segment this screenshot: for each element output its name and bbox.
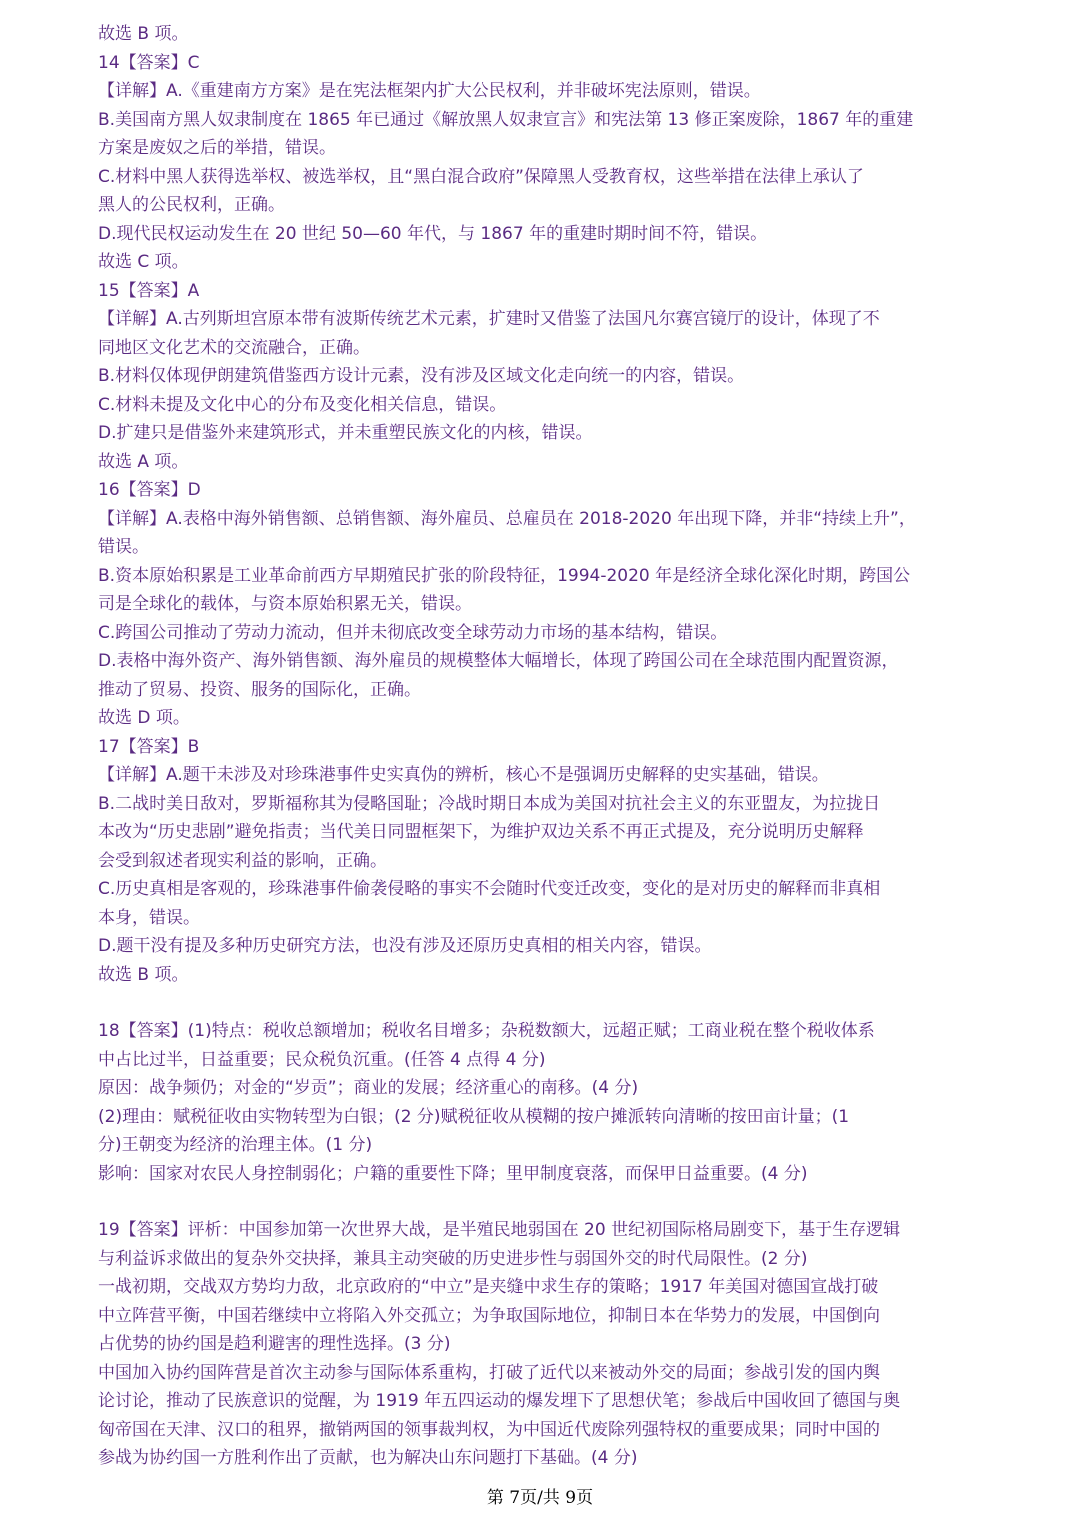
text-line: 14【答案】C [98, 52, 200, 73]
text-line: 18【答案】(1)特点：税收总额增加；税收名目增多；杂税数额大，远超正赋；工商业税在整个税收体系 [98, 1021, 875, 1041]
text-line: 推动了贸易、投资、服务的国际化，正确。 [98, 679, 421, 700]
text-line: 故选 C 项。 [98, 252, 189, 272]
text-line: C.材料中黑人获得选举权、被选举权，且“黑白混合政府”保障黑人受教育权，这些举措在法律上承认了 [98, 166, 864, 187]
text-line: 会受到叙述者现实利益的影响，正确。 [98, 850, 387, 871]
text-line: 司是全球化的载体，与资本原始积累无关，错误。 [98, 594, 472, 614]
text-line: B.美国南方黑人奴隶制度在 1865 年已通过《解放黑人奴隶宣言》和宪法第 13 修正案废除，1867 年的重建 [98, 109, 914, 130]
text-line: 中占比过半，日益重要；民众税负沉重。(任答 4 点得 4 分) [98, 1049, 546, 1070]
text-line: 17【答案】B [98, 736, 200, 757]
text-line: 与利益诉求做出的复杂外交抉择，兼具主动突破的历史进步性与弱国外交的时代局限性。(2 分) [98, 1248, 808, 1269]
text-line: 原因：战争频仍；对金的“岁贡”；商业的发展；经济重心的南移。(4 分) [98, 1078, 639, 1098]
text-line: 方案是废奴之后的举措，错误。 [98, 138, 336, 158]
text-line: 【详解】A.古列斯坦宫原本带有波斯传统艺术元素，扩建时又借鉴了法国凡尔赛宫镜厅的设计，体现了不 [98, 309, 880, 329]
text-line: 本改为“历史悲剧”避免指责；当代美日同盟框架下，为维护双边关系不再正式提及，充分说明历史解释 [98, 822, 864, 842]
text-line: 19【答案】评析：中国参加第一次世界大战，是半殖民地弱国在 20 世纪初国际格局剧变下，基于生存逻辑 [98, 1220, 901, 1240]
answer-content [98, 20, 988, 1473]
text-line: B.资本原始积累是工业革命前西方早期殖民扩张的阶段特征，1994-2020 年是经济全球化深化时期，跨国公 [98, 565, 911, 586]
text-line: 故选 D 项。 [98, 708, 190, 728]
text-line: 黑人的公民权利，正确。 [98, 195, 285, 215]
text-line: 影响：国家对农民人身控制弱化；户籍的重要性下降；里甲制度衰落，而保甲日益重要。(4 分) [98, 1163, 808, 1184]
text-line: 16【答案】D [98, 480, 201, 500]
text-line: 中立阵营平衡，中国若继续中立将陷入外交孤立；为争取国际地位，抑制日本在华势力的发展，中国倒向 [98, 1305, 880, 1326]
text-line: D.题干没有提及多种历史研究方法，也没有涉及还原历史真相的相关内容，错误。 [98, 936, 712, 956]
paragraph-gap [98, 989, 988, 1017]
text-line: 【详解】A.表格中海外销售额、总销售额、海外雇员、总雇员在 2018-2020 年出现下降，并非“持续上升”， [98, 508, 916, 529]
text-line: 【详解】A.《重建南方方案》是在宪法框架内扩大公民权利，并非破坏宪法原则，错误。 [98, 81, 761, 101]
text-line: 同地区文化艺术的交流融合，正确。 [98, 337, 370, 358]
text-line: 占优势的协约国是趋利避害的理性选择。(3 分) [98, 1334, 451, 1354]
text-line: 论讨论，推动了民族意识的觉醒，为 1919 年五四运动的爆发埋下了思想伏笔；参战后中国收回了德国与奥 [98, 1391, 901, 1411]
text-line: 故选 A 项。 [98, 451, 189, 472]
page-footer: 第 7页/共 9页 [486, 1488, 594, 1508]
paragraph-gap [98, 1188, 988, 1216]
text-line: B.材料仅体现伊朗建筑借鉴西方设计元素，没有涉及区域文化走向统一的内容，错误。 [98, 366, 745, 386]
text-line: 错误。 [98, 537, 149, 557]
text-line: B.二战时美日敌对，罗斯福称其为侵略国耻；冷战时期日本成为美国对抗社会主义的东亚盟友，为拉拢日 [98, 793, 881, 814]
text-line: 本身，错误。 [98, 907, 200, 928]
text-line: 参战为协约国一方胜利作出了贡献，也为解决山东问题打下基础。(4 分) [98, 1448, 638, 1468]
text-line: 匈帝国在天津、汉口的租界，撤销两国的领事裁判权，为中国近代废除列强特权的重要成果；同时中国的 [98, 1419, 880, 1440]
text-line: 一战初期，交战双方势均力敌，北京政府的“中立”是夹缝中求生存的策略；1917 年美国对德国宣战打破 [98, 1277, 879, 1297]
text-line: (2)理由：赋税征收由实物转型为白银；(2 分)赋税征收从模糊的按户摊派转向清晰的按田亩计量；(1 [98, 1106, 850, 1127]
text-line: C.跨国公司推动了劳动力流动，但并未彻底改变全球劳动力市场的基本结构，错误。 [98, 622, 728, 643]
text-line: D.表格中海外资产、海外销售额、海外雇员的规模整体大幅增长，体现了跨国公司在全球范围内配置资源， [98, 651, 899, 671]
text-line: 15【答案】A [98, 280, 200, 301]
text-line: D.扩建只是借鉴外来建筑形式，并未重塑民族文化的内核，错误。 [98, 423, 593, 443]
text-line: 【详解】A.题干未涉及对珍珠港事件史实真伪的辨析，核心不是强调历史解释的史实基础，错误。 [98, 765, 829, 785]
text-line: 故选 B 项。 [98, 24, 189, 44]
text-line: 分)王朝变为经济的治理主体。(1 分) [98, 1135, 373, 1155]
text-line: C.材料未提及文化中心的分布及变化相关信息，错误。 [98, 394, 507, 415]
text-line: 故选 B 项。 [98, 964, 189, 985]
text-line: C.历史真相是客观的，珍珠港事件偷袭侵略的事实不会随时代变迁改变，变化的是对历史的解释而非真相 [98, 879, 881, 899]
text-line: 中国加入协约国阵营是首次主动参与国际体系重构，打破了近代以来被动外交的局面；参战引发的国内舆 [98, 1362, 880, 1383]
text-line: D.现代民权运动发生在 20 世纪 50—60 年代，与 1867 年的重建时期时间不符，错误。 [98, 223, 768, 244]
